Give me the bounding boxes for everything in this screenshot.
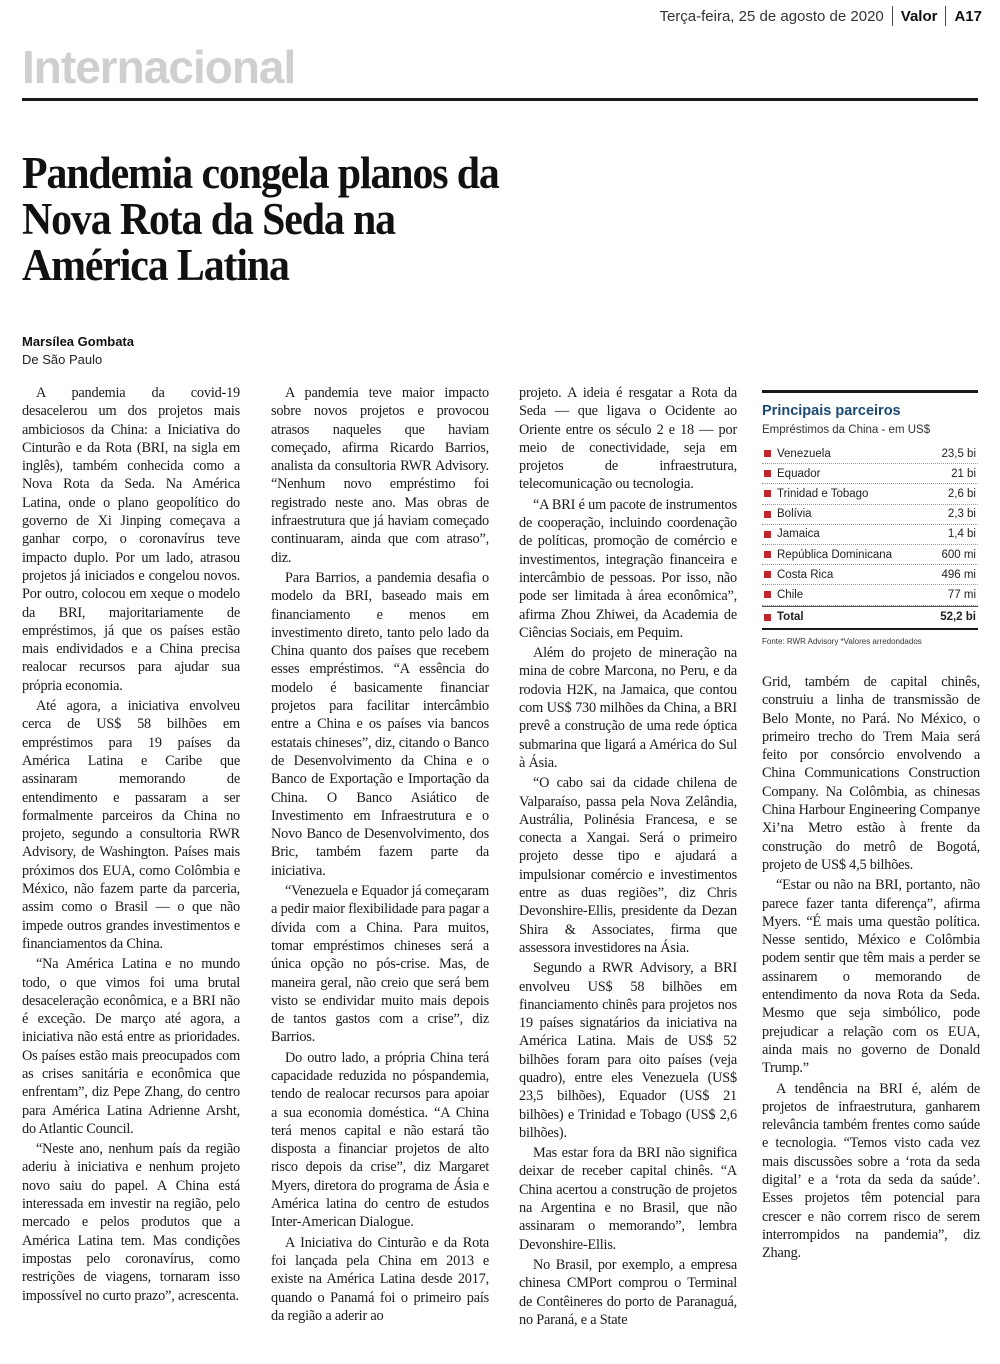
country-name: Chile [777,588,804,601]
paragraph: “Estar ou não na BRI, portanto, não parece fazer tanta diferença”, afirma Myers. “É mais uma questão política. Nesse sentido, México e Colômbia podem sentir que têm mais a perder se assinarem o memorando de entendimento da nova Rota da Seda. Mesmo que seja simbólico, pode prejudicar a relação com os EUA, ainda mais no governo de Donald Trump.” [762,877,980,1077]
page-header [659,6,982,26]
header-divider [945,6,946,26]
total-value: 52,2 bi [940,611,976,623]
paragraph: “Neste ano, nenhum país da região aderiu à iniciativa e nenhum projeto novo saiu do papel. A China está interessada em investir na região, pelo mercado e pelos produtos que a América Latina tem. Mas condições impostas pelo coronavírus, como restrições de viagens, tornaram isso impossível no curto prazo”, acrescenta. [22,1141,240,1304]
country-name: Bolívia [777,508,812,521]
paragraph: “A BRI é um pacote de instrumentos de cooperação, incluindo coordenação de políticas, promoção de comércio e investimentos, integração financeira e intercâmbio de pessoas. Por isso, não pode ser limitada à área econômica”, afirma Zhou Zhiwei, da Academia de Ciências Sociais, em Pequim. [519,496,737,641]
box-title: Principais parceiros [762,403,901,419]
paragraph: No Brasil, por exemplo, a empresa chinesa CMPort comprou o Terminal de Contêineres do porto de Paranaguá, no Paraná, e a State [519,1256,737,1328]
table-row [762,464,978,484]
bullet-square-icon [764,551,771,558]
paragraph: A pandemia da covid-19 desacelerou um dos projetos mais ambiciosos da China: a Iniciativa do Cinturão e da Rota (BRI, na sigla em inglês), também conhecida como a Nova Rota da Seda. Na América Latina, onde o plano geopolítico do governo de Xi Jinping começava a ganhar corpo, o coronavírus teve impacto duplo. Por um lado, atrasou projetos já iniciados e congelou novos. Por outro, colocou em xeque o modelo da BRI, majoritariamente de empréstimos, já que os países estão mais endividados e a China precisa realocar recursos para ajudar sua própria economia. [22,385,240,694]
country-name: República Dominicana [777,548,893,561]
box-footnote: Fonte: RWR Advisory *Valores arredondados [762,636,922,646]
newspaper-brand: Valor [900,7,938,25]
paragraph: A Iniciativa do Cinturão e da Rota foi lançada pela China em 2013 e existe na América Latina desde 2017, quando o Panamá foi o primeiro país da região a aderir ao [271,1234,489,1324]
paragraph: Para Barrios, a pandemia desafia o modelo da BRI, baseado mais em financiamento e menos em investimento direto, tanto pelo lado da China quanto dos países que recebem esses empréstimos. “A essência do modelo é basicamente financiar projetos para facilitar intercâmbio entre a China e os países via bancos estatais chineses”, diz, citando o Banco de Desenvolvimento da China e o Banco de Exportação e Importação da China. O Banco Asiático de Investimento em Infraestrutura e o Novo Banco de Desenvolvimento, dos Bric, também fazem parte da iniciativa. [271,569,489,879]
headline: Pandemia congela planos da Nova Rota da Seda na América Latina [22,148,499,290]
bullet-square-icon [764,614,771,621]
header-divider [892,6,893,26]
table-row [762,484,978,504]
country-name: Equador [777,467,821,480]
paragraph: “O cabo sai da cidade chilena de Valparaíso, passa pela Nova Zelândia, Austrália, Polinésia Francesa, e se conecta a Xangai. Será o primeiro projeto desse tipo e ajudará a impulsionar comércio e investimentos entre as duas regiões”, diz Chris Devonshire-Ellis, presidente da Dezan Shira & Associates, firma que assessora investidores na Ásia. [519,775,737,956]
country-name: Trinidad e Tobago [777,487,869,500]
table-row [762,585,978,605]
article-column-2 [271,384,489,1327]
table-row [762,565,978,585]
loan-value: 496 mi [941,568,976,581]
paragraph: Do outro lado, a própria China terá capacidade reduzida no póspandemia, tendo de realocar recursos para apoiar a sua economia doméstica. “A China terá menos capital e não estará tão disposta a financiar projetos de alto risco depois da crise”, diz Margaret Myers, diretora do programa de Ásia e América latina do centro de estudos Inter-American Dialogue. [271,1049,489,1231]
bullet-square-icon [764,450,771,457]
partners-table-box [762,390,978,646]
paragraph: “Venezuela e Equador já começaram a pedir maior flexibilidade para pagar a dívida com a China. Para muitos, tomar empréstimos chineses será a única opção no pós-crise. Mas, de maneira geral, não creio que será bem visto se endividar muito mais depois de tantos gastos com a crise”, diz Barrios. [271,883,489,1046]
paragraph: “Na América Latina e no mundo todo, o que vimos foi uma brutal desaceleração econômica, e a BRI não é exceção. De março até agora, a iniciativa não está entre as prioridades. Os países estão mais preocupados com as crises sanitária e econômica que enfrentam”, diz Pepe Zhang, do centro para América Latina Adrienne Arsht, do Atlantic Council. [22,956,240,1137]
loan-value: 2,3 bi [947,508,976,521]
paragraph: A pandemia teve maior impacto sobre novos projetos e provocou atrasos naqueles que haviam começado, afirma Ricardo Barrios, analista da consultoria RWR Advisory. “Nenhum novo empréstimo foi registrado neste ano. Mas obras de infraestrutura que já haviam começado continuaram, ainda que com atraso”, diz. [271,385,489,566]
page-number: A17 [954,7,982,25]
total-label: Total [777,611,804,623]
paragraph: Até agora, a iniciativa envolveu cerca de US$ 58 bilhões em empréstimos para 19 países da América Latina e Caribe que assinaram memorando de entendimento e passaram a ser formalmente parceiros da China no projeto, segundo a consultoria RWR Advisory, de Washington. Países mais próximos dos EUA, como Colômbia e México, não fazem parte da parceria, assim como o Brasil — o que não impede outros grandes investimentos e financiamentos da China. [22,698,240,952]
country-name: Venezuela [777,447,831,460]
byline [22,334,134,367]
box-subtitle: Empréstimos da China - em US$ [762,424,931,436]
bullet-square-icon [764,470,771,477]
loan-value: 23,5 bi [941,447,976,460]
table-row [762,444,978,464]
paragraph: A tendência na BRI é, além de projetos de infraestrutura, ganharem relevância também frentes como saúde e tecnologia. “Temos visto cada vez mais discussões sobre a ‘rota da seda digital’ e a ‘rota da seda da saúde’. Esses projetos têm potencial para crescer e não correm risco de serem interrompidos na pandemia”, diz Zhang. [762,1080,980,1262]
bullet-square-icon [764,591,771,598]
country-name: Costa Rica [777,568,834,581]
paragraph: Segundo a RWR Advisory, a BRI envolveu US$ 58 bilhões em financiamento chinês para projetos nos 19 países signatários da iniciativa na América Latina. Mais de US$ 52 bilhões foram para oito países (veja quadro), entre eles Venezuela (US$ 23,5 bilhões), Equador (US$ 21 bilhões) e Trinidad e Tobago (US$ 2,6 bilhões). [519,960,737,1141]
bullet-square-icon [764,571,771,578]
article-column-1 [22,384,240,1307]
article-column-4 [762,673,980,1265]
bullet-square-icon [764,490,771,497]
issue-date: Terça-feira, 25 de agosto de 2020 [659,7,884,25]
paragraph: Mas estar fora da BRI não significa deixar de receber capital chinês. “A China acertou a construção de projetos na Argentina e no Brasil, que não assinaram o memorando”, lembra Devonshire-Ellis. [519,1145,737,1253]
loan-value: 1,4 bi [947,528,976,541]
paragraph: projeto. A ideia é resgatar a Rota da Seda — que ligava o Ocidente ao Oriente entre os século 2 e 18 — por meio de conectividade, seja em projetos de infraestrutura, telecomunicação ou tecnologia. [519,385,737,493]
bullet-square-icon [764,511,771,518]
loan-value: 77 mi [947,588,976,601]
author-name: Marsílea Gombata [22,334,134,349]
partners-table [762,444,978,606]
table-row [762,525,978,545]
table-row [762,545,978,565]
loan-value: 2,6 bi [947,487,976,500]
box-top-rule [762,390,978,393]
paragraph: Grid, também de capital chinês, construiu a linha de transmissão de Belo Monte, no Pará. No México, o primeiro trecho do Trem Maia será feito por consórcio envolvendo a China Communications Construction Company. Na Colômbia, as chinesas China Harbour Engineering Companye Xi’na Metro estão à frente da construção do metrô de Bogotá, projeto de US$ 4,5 bilhões. [762,674,980,873]
section-title: Internacional [22,41,296,93]
dateline-location: De São Paulo [22,352,103,367]
table-total-row [762,606,978,630]
article-column-3 [519,384,737,1331]
paragraph: Além do projeto de mineração na mina de cobre Marcona, no Peru, e da rodovia H2K, na Jamaica, que contou com US$ 730 milhões da China, a BRI prevê a construção de uma rede óptica submarina que ligará a América do Sul à Ásia. [519,645,737,771]
loan-value: 600 mi [941,548,976,561]
loan-value: 21 bi [951,467,976,480]
section-rule [22,98,978,101]
table-row [762,505,978,525]
bullet-square-icon [764,531,771,538]
country-name: Jamaica [777,528,820,541]
